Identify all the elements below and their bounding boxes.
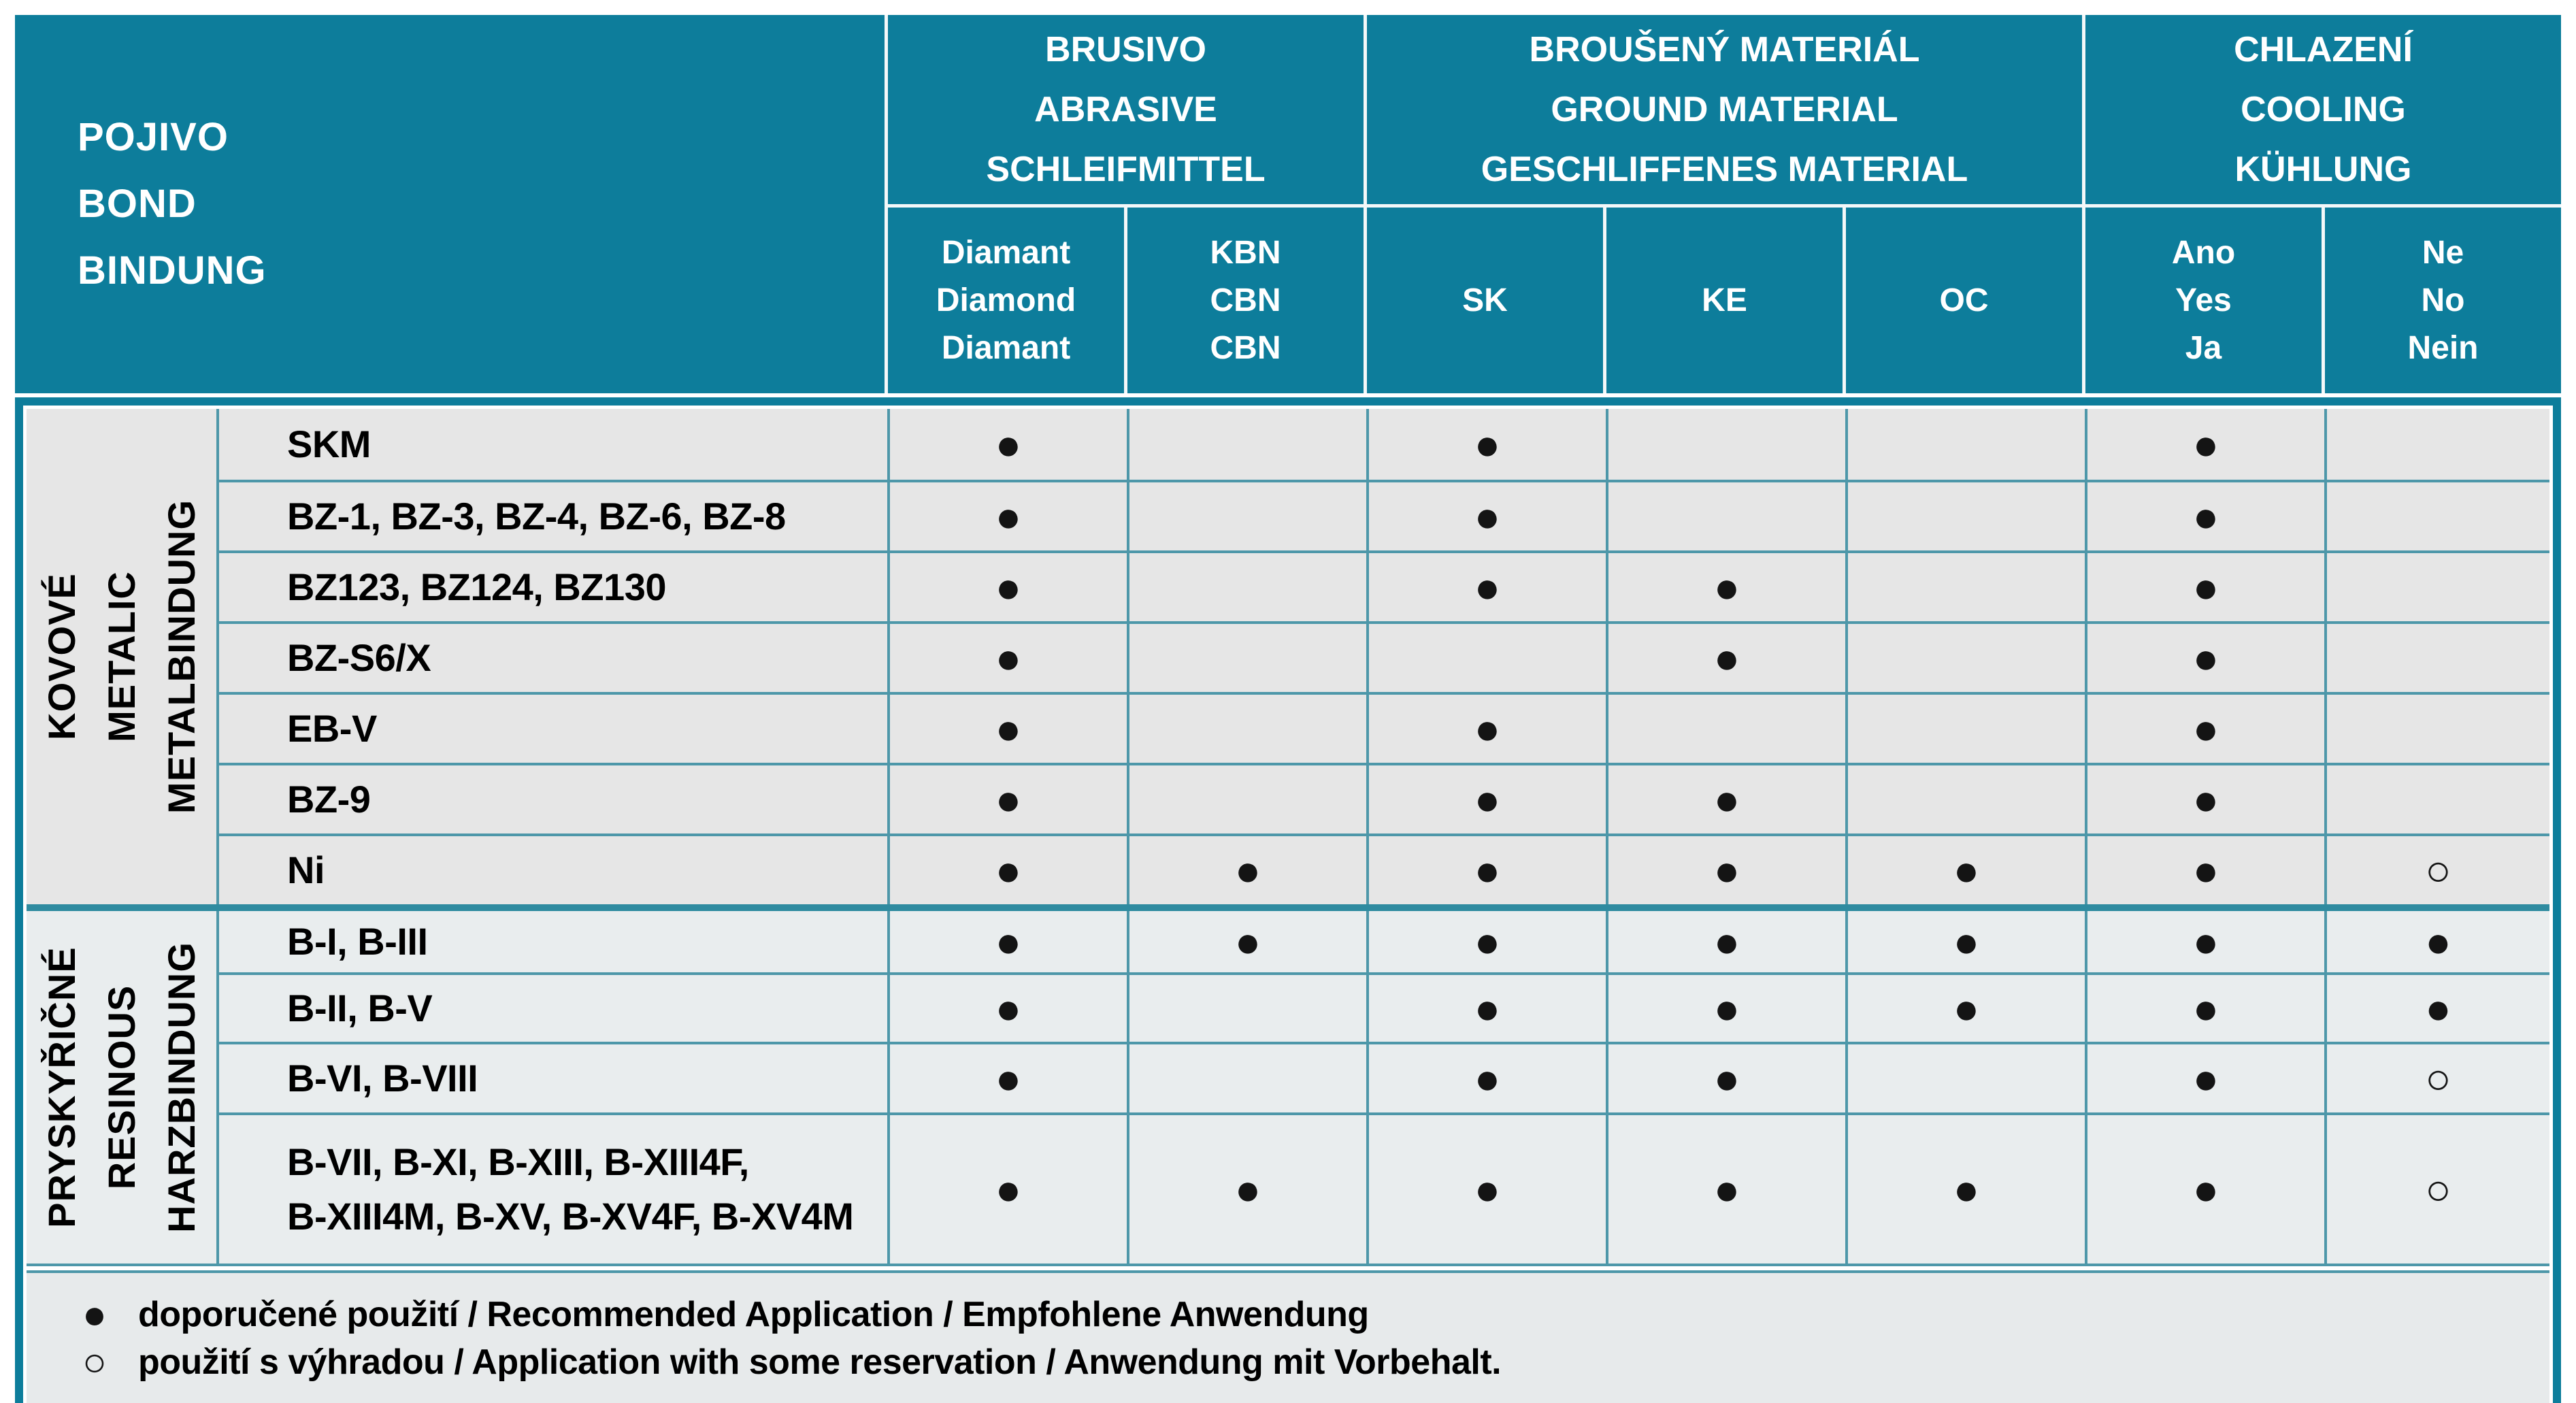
bond-name-cell bbox=[219, 695, 887, 763]
header-col-ke bbox=[1603, 204, 1843, 393]
sub-col-line: Diamond bbox=[936, 282, 1076, 318]
mark-cell-kbn bbox=[1127, 624, 1366, 692]
recommended-dot-icon: ● bbox=[1474, 846, 1501, 895]
mark-cell-diamant bbox=[887, 911, 1127, 972]
mark-cell-ano bbox=[2085, 409, 2324, 480]
mark-cell-oc bbox=[1845, 695, 2085, 763]
bond-group-metal bbox=[27, 409, 2549, 904]
group-label-line: KOVOVÉ bbox=[39, 573, 83, 740]
mark-cell-ke bbox=[1606, 836, 1845, 904]
recommended-dot-icon: ● bbox=[2192, 492, 2219, 541]
recommended-dot-icon: ● bbox=[1234, 846, 1261, 895]
bond-name-line: B-VII, B-XI, B-XIII, B-XIII4F, bbox=[287, 1140, 749, 1183]
recommended-dot-icon: ● bbox=[1474, 492, 1501, 541]
mark-cell-sk bbox=[1366, 836, 1606, 904]
mark-cell-oc bbox=[1845, 1044, 2085, 1112]
bond-name-line: EB-V bbox=[287, 707, 377, 750]
mark-cell-oc bbox=[1845, 409, 2085, 480]
bond-group-resinous bbox=[27, 904, 2549, 1264]
recommended-dot-icon: ● bbox=[1713, 984, 1740, 1033]
table-row bbox=[219, 833, 2549, 904]
group-title-line: CHLAZENÍ bbox=[2234, 30, 2413, 69]
mark-cell-ano bbox=[2085, 1044, 2324, 1112]
sub-col-line: KE bbox=[1702, 282, 1747, 318]
mark-cell-ne bbox=[2324, 695, 2549, 763]
header-col-diamant bbox=[885, 204, 1124, 393]
table-row bbox=[219, 550, 2549, 621]
mark-cell-sk bbox=[1366, 765, 1606, 833]
mark-cell-ke bbox=[1606, 911, 1845, 972]
mark-cell-sk bbox=[1366, 624, 1606, 692]
recommended-dot-icon: ● bbox=[2192, 704, 2219, 753]
mark-cell-ne bbox=[2324, 1115, 2549, 1264]
group-label-line: PRYSKYŘIČNÉ bbox=[39, 946, 83, 1228]
bond-name-cell bbox=[219, 1115, 887, 1264]
group-title-line: BRUSIVO bbox=[1045, 30, 1206, 69]
mark-cell-oc bbox=[1845, 1115, 2085, 1264]
mark-cell-ke bbox=[1606, 624, 1845, 692]
mark-cell-ano bbox=[2085, 765, 2324, 833]
bond-name-cell bbox=[219, 975, 887, 1042]
recommended-dot-icon: ● bbox=[1474, 420, 1501, 469]
mark-cell-oc bbox=[1845, 765, 2085, 833]
mark-cell-kbn bbox=[1127, 1115, 1366, 1264]
recommended-dot-icon: ● bbox=[995, 1054, 1022, 1103]
corner-line-cs: POJIVO bbox=[78, 115, 229, 159]
bond-name-cell bbox=[219, 482, 887, 550]
recommended-dot-icon: ● bbox=[2192, 846, 2219, 895]
mark-cell-ke bbox=[1606, 482, 1845, 550]
mark-cell-ke bbox=[1606, 695, 1845, 763]
recommended-dot-icon: ● bbox=[1474, 917, 1501, 966]
group-title-line: SCHLEIFMITTEL bbox=[986, 150, 1266, 189]
recommended-dot-icon: ● bbox=[1713, 917, 1740, 966]
bond-name-cell bbox=[219, 1044, 887, 1112]
mark-cell-sk bbox=[1366, 975, 1606, 1042]
mark-cell-kbn bbox=[1127, 553, 1366, 621]
bond-name-line: B-II, B-V bbox=[287, 987, 433, 1029]
mark-cell-oc bbox=[1845, 553, 2085, 621]
group-label-line: METALIC bbox=[99, 571, 143, 742]
recommended-dot-icon: ● bbox=[2192, 420, 2219, 469]
recommended-dot-icon: ● bbox=[1234, 1165, 1261, 1214]
legend-item-recommended bbox=[74, 1291, 2522, 1338]
sub-col-line: Ne bbox=[2422, 234, 2464, 271]
recommended-dot-icon: ● bbox=[2192, 1165, 2219, 1214]
recommended-dot-icon: ● bbox=[995, 984, 1022, 1033]
vertical-group-label bbox=[32, 942, 212, 1233]
mark-cell-ke bbox=[1606, 553, 1845, 621]
recommended-dot-icon: ● bbox=[2192, 633, 2219, 682]
mark-cell-oc bbox=[1845, 911, 2085, 972]
metal-rows bbox=[219, 409, 2549, 904]
group-label-line: HARZBINDUNG bbox=[159, 942, 203, 1233]
mark-cell-diamant bbox=[887, 765, 1127, 833]
header-group-cooling bbox=[2082, 15, 2561, 204]
legend-text: použití s výhradou / Application with some reservation / Anwendung mit Vorbehalt. bbox=[138, 1342, 1502, 1382]
recommended-dot-icon: ● bbox=[1713, 846, 1740, 895]
group-title-line: GROUND MATERIAL bbox=[1551, 90, 1898, 129]
group-title-line: BROUŠENÝ MATERIÁL bbox=[1529, 30, 1920, 69]
sub-col-line: Ano bbox=[2171, 234, 2236, 271]
recommended-dot-icon: ● bbox=[2192, 1054, 2219, 1103]
table-row bbox=[219, 1112, 2549, 1264]
recommended-dot-icon: ● bbox=[2425, 917, 2451, 966]
resinous-rows bbox=[219, 911, 2549, 1264]
mark-cell-ne bbox=[2324, 553, 2549, 621]
recommended-dot-icon: ● bbox=[1953, 846, 1980, 895]
table-row bbox=[219, 972, 2549, 1042]
sub-col-line: Diamant bbox=[941, 329, 1071, 366]
mark-cell-kbn bbox=[1127, 975, 1366, 1042]
vertical-group-label bbox=[32, 499, 212, 814]
mark-cell-sk bbox=[1366, 482, 1606, 550]
bond-name-line: B-VI, B-VIII bbox=[287, 1057, 478, 1100]
sub-col-line: No bbox=[2421, 282, 2465, 318]
mark-cell-kbn bbox=[1127, 765, 1366, 833]
recommended-dot-icon: ● bbox=[1953, 984, 1980, 1033]
recommended-dot-icon: ● bbox=[2425, 984, 2451, 1033]
sub-col-line: KBN bbox=[1210, 234, 1281, 271]
header-col-kbn bbox=[1124, 204, 1364, 393]
recommended-dot-icon: ● bbox=[995, 1165, 1022, 1214]
sub-col-line: Yes bbox=[2175, 282, 2232, 318]
mark-cell-kbn bbox=[1127, 911, 1366, 972]
mark-cell-kbn bbox=[1127, 409, 1366, 480]
recommended-dot-icon: ● bbox=[1474, 1054, 1501, 1103]
mark-cell-ne bbox=[2324, 975, 2549, 1042]
mark-cell-oc bbox=[1845, 624, 2085, 692]
recommended-dot-icon: ● bbox=[995, 704, 1022, 753]
table-row bbox=[219, 621, 2549, 692]
mark-cell-kbn bbox=[1127, 482, 1366, 550]
bond-name-line: B-I, B-III bbox=[287, 920, 428, 963]
recommended-dot-icon: ● bbox=[2192, 984, 2219, 1033]
bond-name-line: BZ-1, BZ-3, BZ-4, BZ-6, BZ-8 bbox=[287, 495, 786, 538]
table-body bbox=[27, 409, 2549, 1266]
group-title-line: COOLING bbox=[2241, 90, 2406, 129]
mark-cell-ano bbox=[2085, 911, 2324, 972]
bond-name-line: BZ123, BZ124, BZ130 bbox=[287, 565, 666, 608]
bond-name-cell bbox=[219, 409, 887, 480]
mark-cell-diamant bbox=[887, 1044, 1127, 1112]
mark-cell-ano bbox=[2085, 482, 2324, 550]
recommended-dot-icon: ● bbox=[995, 633, 1022, 682]
mark-cell-diamant bbox=[887, 1115, 1127, 1264]
bond-name-line: SKM bbox=[287, 423, 371, 465]
table-row bbox=[219, 409, 2549, 480]
mark-cell-sk bbox=[1366, 1115, 1606, 1264]
group-title-line: KÜHLUNG bbox=[2234, 150, 2412, 189]
table-body-frame bbox=[15, 397, 2561, 1403]
legend bbox=[27, 1270, 2549, 1403]
mark-cell-oc bbox=[1845, 836, 2085, 904]
recommended-dot-icon: ● bbox=[1234, 917, 1261, 966]
mark-cell-ano bbox=[2085, 1115, 2324, 1264]
table-row bbox=[219, 692, 2549, 763]
mark-cell-ano bbox=[2085, 836, 2324, 904]
open-circle-icon: ○ bbox=[82, 1339, 108, 1385]
recommended-dot-icon: ● bbox=[2192, 563, 2219, 612]
mark-cell-diamant bbox=[887, 695, 1127, 763]
mark-cell-kbn bbox=[1127, 1044, 1366, 1112]
recommended-dot-icon: ● bbox=[995, 563, 1022, 612]
header-col-oc bbox=[1843, 204, 2082, 393]
mark-cell-ne bbox=[2324, 836, 2549, 904]
corner-line-en: BOND bbox=[78, 182, 197, 226]
mark-cell-diamant bbox=[887, 409, 1127, 480]
recommended-dot-icon: ● bbox=[1953, 917, 1980, 966]
sub-col-line: CBN bbox=[1210, 329, 1281, 366]
legend-item-reservation bbox=[74, 1338, 2522, 1386]
recommended-dot-icon: ● bbox=[995, 420, 1022, 469]
recommended-dot-icon: ● bbox=[1474, 704, 1501, 753]
recommended-dot-icon: ● bbox=[995, 917, 1022, 966]
bond-name-line: B-XIII4M, B-XV, B-XV4F, B-XV4M bbox=[287, 1195, 854, 1238]
recommended-dot-icon: ● bbox=[1953, 1165, 1980, 1214]
group-label-resinous bbox=[27, 911, 219, 1264]
mark-cell-diamant bbox=[887, 975, 1127, 1042]
group-label-line: METALBINDUNG bbox=[159, 499, 203, 814]
table-row bbox=[219, 763, 2549, 833]
mark-cell-ano bbox=[2085, 975, 2324, 1042]
recommended-dot-icon: ● bbox=[1474, 563, 1501, 612]
mark-cell-ne bbox=[2324, 765, 2549, 833]
recommended-dot-icon: ● bbox=[995, 775, 1022, 824]
filled-circle-icon: ● bbox=[82, 1291, 108, 1337]
bond-name-line: BZ-S6/X bbox=[287, 636, 431, 679]
recommended-dot-icon: ● bbox=[2192, 917, 2219, 966]
mark-cell-sk bbox=[1366, 911, 1606, 972]
recommended-dot-icon: ● bbox=[1713, 1165, 1740, 1214]
recommended-dot-icon: ● bbox=[1713, 775, 1740, 824]
recommended-dot-icon: ● bbox=[1474, 775, 1501, 824]
header-group-abrasive bbox=[885, 15, 1364, 204]
group-label-line: RESINOUS bbox=[99, 985, 143, 1190]
mark-cell-ke bbox=[1606, 409, 1845, 480]
header-col-cooling-no bbox=[2322, 204, 2561, 393]
recommended-dot-icon: ● bbox=[2192, 775, 2219, 824]
bond-name-line: Ni bbox=[287, 848, 325, 891]
sub-col-line: OC bbox=[1939, 282, 1989, 318]
mark-cell-diamant bbox=[887, 482, 1127, 550]
group-title-line: ABRASIVE bbox=[1034, 90, 1217, 129]
mark-cell-ne bbox=[2324, 482, 2549, 550]
recommended-dot-icon: ● bbox=[995, 846, 1022, 895]
bond-name-cell bbox=[219, 911, 887, 972]
mark-cell-diamant bbox=[887, 836, 1127, 904]
corner-line-de: BINDUNG bbox=[78, 248, 267, 293]
bond-name-cell bbox=[219, 836, 887, 904]
mark-cell-sk bbox=[1366, 553, 1606, 621]
bond-name-cell bbox=[219, 624, 887, 692]
table-row bbox=[219, 911, 2549, 972]
mark-cell-ne bbox=[2324, 911, 2549, 972]
mark-cell-oc bbox=[1845, 482, 2085, 550]
mark-cell-ne bbox=[2324, 409, 2549, 480]
reservation-circle-icon: ○ bbox=[2425, 1165, 2451, 1214]
mark-cell-sk bbox=[1366, 409, 1606, 480]
recommended-dot-icon: ● bbox=[1713, 633, 1740, 682]
mark-cell-ke bbox=[1606, 1044, 1845, 1112]
bond-name-cell bbox=[219, 553, 887, 621]
mark-cell-ne bbox=[2324, 624, 2549, 692]
mark-cell-kbn bbox=[1127, 695, 1366, 763]
sub-col-line: Nein bbox=[2407, 329, 2479, 366]
group-title-line: GESCHLIFFENES MATERIAL bbox=[1481, 150, 1968, 189]
header-corner-pojivo bbox=[15, 15, 885, 393]
mark-cell-ne bbox=[2324, 1044, 2549, 1112]
table-row bbox=[219, 480, 2549, 550]
mark-cell-ke bbox=[1606, 975, 1845, 1042]
table-header bbox=[15, 15, 2561, 393]
table-row bbox=[219, 1042, 2549, 1112]
recommended-dot-icon: ● bbox=[1713, 1054, 1740, 1103]
bond-name-cell bbox=[219, 765, 887, 833]
sub-col-line: Diamant bbox=[941, 234, 1071, 271]
mark-cell-ano bbox=[2085, 624, 2324, 692]
group-label-metal bbox=[27, 409, 219, 904]
mark-cell-oc bbox=[1845, 975, 2085, 1042]
sub-col-line: SK bbox=[1462, 282, 1508, 318]
bond-name-line: BZ-9 bbox=[287, 778, 371, 821]
sub-col-line: CBN bbox=[1210, 282, 1281, 318]
header-group-ground-material bbox=[1364, 15, 2082, 204]
mark-cell-ke bbox=[1606, 1115, 1845, 1264]
legend-text: doporučené použití / Recommended Application / Empfohlene Anwendung bbox=[138, 1295, 1369, 1334]
mark-cell-sk bbox=[1366, 1044, 1606, 1112]
recommended-dot-icon: ● bbox=[1713, 563, 1740, 612]
mark-cell-ano bbox=[2085, 553, 2324, 621]
mark-cell-ke bbox=[1606, 765, 1845, 833]
recommended-dot-icon: ● bbox=[995, 492, 1022, 541]
sub-col-line: Ja bbox=[2185, 329, 2222, 366]
header-col-cooling-yes bbox=[2082, 204, 2322, 393]
reservation-circle-icon: ○ bbox=[2425, 1054, 2451, 1103]
bond-application-table bbox=[15, 15, 2561, 1403]
mark-cell-sk bbox=[1366, 695, 1606, 763]
mark-cell-diamant bbox=[887, 553, 1127, 621]
recommended-dot-icon: ● bbox=[1474, 984, 1501, 1033]
reservation-circle-icon: ○ bbox=[2425, 846, 2451, 895]
mark-cell-diamant bbox=[887, 624, 1127, 692]
mark-cell-kbn bbox=[1127, 836, 1366, 904]
header-col-sk bbox=[1364, 204, 1603, 393]
mark-cell-ano bbox=[2085, 695, 2324, 763]
recommended-dot-icon: ● bbox=[1474, 1165, 1501, 1214]
